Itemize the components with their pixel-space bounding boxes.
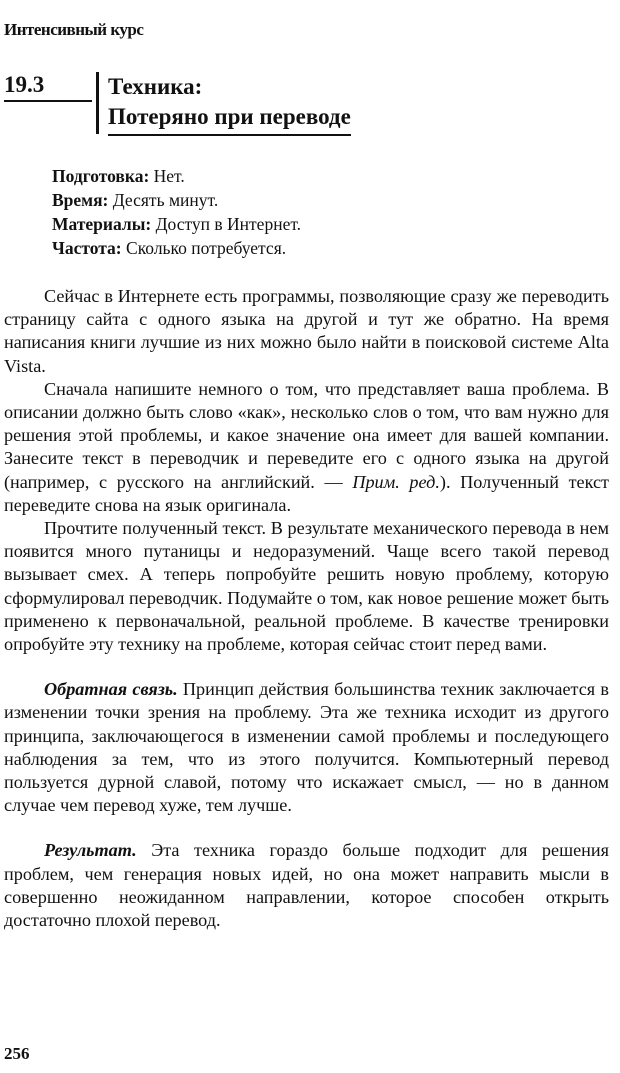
section-title-line1: Техника: <box>108 74 203 99</box>
paragraph-reading: Прочтите полученный текст. В результате механического перевода в нем появится много путаницы и недоразумений. Чаще всего такой перевод вызывает смех. А теперь попробуйте решить новую проблему, которую сформулировал переводчик. Подумайте о том, как новое решение может быть применено к первоначальной, реальной проблеме. В качестве тренировки опробуйте эту технику на проблеме, которая сейчас стоит перед вами. <box>4 518 609 655</box>
section-title-line2: Потеряно при переводе <box>108 102 351 136</box>
section-divider-bar <box>96 72 99 134</box>
meta-preparation <box>52 164 301 188</box>
body-text <box>4 285 609 932</box>
meta-value: Доступ в Интернет. <box>151 214 302 234</box>
paragraph-lead: Обратная связь. <box>44 679 178 700</box>
section-heading <box>4 68 404 134</box>
paragraph-instructions <box>4 378 609 517</box>
paragraph-text: ). Полученный текст переведите снова на язык оригинала. <box>4 471 609 515</box>
meta-frequency <box>52 236 301 260</box>
paragraph-text: Сначала напишите немного о том, что представляет ваша проблема. В описании должно быть слово «как», несколько слов о том, что вам нужно для решения этой проблемы, и какое значение она имеет для вашей компании. Занесите текст в переводчик и переведите его с одного языка на другой (например, с русского на английский. — <box>4 378 609 492</box>
paragraph-text: Эта техника гораздо больше подходит для решения проблем, чем генерация новых идей, но она может направить мысли в совершенно неожиданном направлении, которое способен открыть достаточно плохой перевод. <box>4 840 609 931</box>
page-number: 256 <box>4 1044 30 1063</box>
meta-label: Материалы: <box>52 214 152 234</box>
paragraph-feedback <box>4 678 609 817</box>
meta-label: Подготовка: <box>52 166 150 186</box>
section-title <box>108 72 351 136</box>
section-number: 19.3 <box>4 72 92 102</box>
meta-materials <box>52 212 301 236</box>
meta-time <box>52 188 301 212</box>
meta-label: Время: <box>52 190 109 210</box>
running-header: Интенсивный курс <box>4 20 144 39</box>
paragraph-lead: Результат. <box>44 840 137 861</box>
technique-meta <box>52 164 301 260</box>
meta-value: Десять минут. <box>108 190 219 210</box>
paragraph-result <box>4 839 609 932</box>
meta-value: Сколько потребуется. <box>121 238 287 258</box>
meta-value: Нет. <box>149 166 185 186</box>
meta-label: Частота: <box>52 238 122 258</box>
paragraph-text: Принцип действия большинства техник заключается в изменении точки зрения на проблему. Эта же техника исходит из другого принципа, заключающегося в изменении самой проблемы и последующего наблюдения за тем, что из этого получится. Компьютерный перевод пользуется дурной славой, потому что искажает смысл, — но в данном случае чем перевод хуже, тем лучше. <box>4 679 610 816</box>
editor-note: Прим. ред. <box>352 471 440 492</box>
paragraph-intro: Сейчас в Интернете есть программы, позволяющие сразу же переводить страницу сайта с одного языка на другой и тут же обратно. На время написания книги лучшие из них можно было найти в поисковой системе Alta Vista. <box>4 286 609 376</box>
